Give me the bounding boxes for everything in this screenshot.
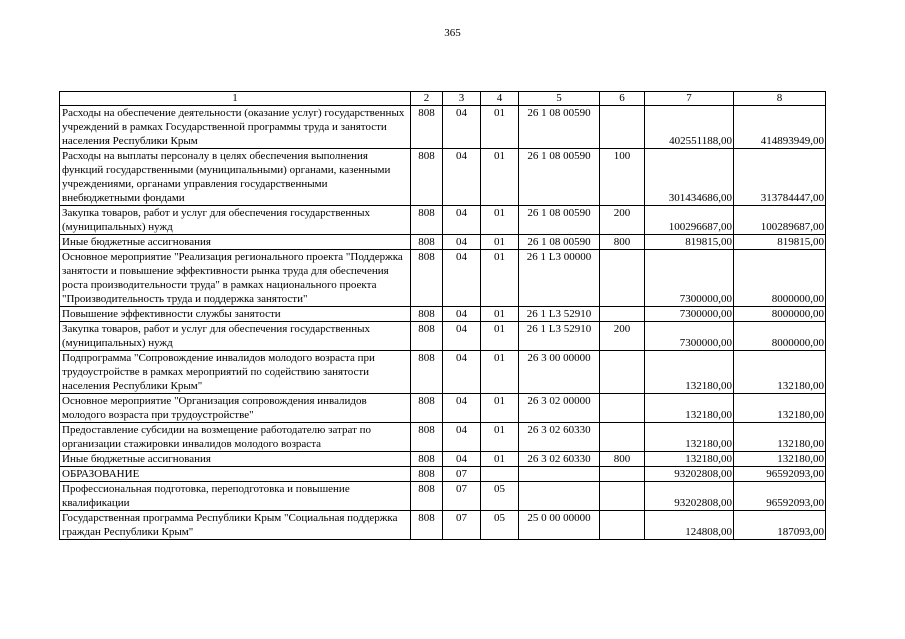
target-article-code: 26 1 L3 52910 — [519, 307, 600, 322]
subsection-code: 01 — [481, 235, 519, 250]
section-code: 04 — [443, 394, 481, 423]
expense-type-code: 800 — [600, 452, 645, 467]
target-article-code: 26 3 02 00000 — [519, 394, 600, 423]
section-code: 07 — [443, 482, 481, 511]
expense-type-code — [600, 511, 645, 540]
column-header: 7 — [645, 92, 734, 106]
column-header: 3 — [443, 92, 481, 106]
amount-year-2: 313784447,00 — [734, 149, 826, 206]
amount-year-2: 132180,00 — [734, 351, 826, 394]
target-article-code — [519, 482, 600, 511]
subsection-code: 01 — [481, 452, 519, 467]
amount-year-1: 100296687,00 — [645, 206, 734, 235]
expense-type-code — [600, 394, 645, 423]
amount-year-2: 414893949,00 — [734, 106, 826, 149]
column-header: 4 — [481, 92, 519, 106]
section-code: 04 — [443, 106, 481, 149]
amount-year-2: 8000000,00 — [734, 250, 826, 307]
section-code: 04 — [443, 423, 481, 452]
target-article-code: 26 3 02 60330 — [519, 423, 600, 452]
column-header: 6 — [600, 92, 645, 106]
table-row — [60, 351, 826, 394]
section-code: 07 — [443, 467, 481, 482]
section-code: 04 — [443, 452, 481, 467]
section-code: 04 — [443, 250, 481, 307]
amount-year-1: 132180,00 — [645, 351, 734, 394]
amount-year-2: 96592093,00 — [734, 482, 826, 511]
ministry-code: 808 — [411, 235, 443, 250]
ministry-code: 808 — [411, 322, 443, 351]
expense-type-code — [600, 351, 645, 394]
amount-year-1: 402551188,00 — [645, 106, 734, 149]
table-row — [60, 482, 826, 511]
expense-type-code: 100 — [600, 149, 645, 206]
target-article-code: 26 1 L3 00000 — [519, 250, 600, 307]
ministry-code: 808 — [411, 423, 443, 452]
row-name: Повышение эффективности службы занятости — [60, 307, 411, 322]
row-name: Иные бюджетные ассигнования — [60, 235, 411, 250]
ministry-code: 808 — [411, 452, 443, 467]
column-header: 2 — [411, 92, 443, 106]
expense-type-code — [600, 482, 645, 511]
subsection-code: 01 — [481, 351, 519, 394]
ministry-code: 808 — [411, 351, 443, 394]
section-code: 04 — [443, 206, 481, 235]
target-article-code: 26 3 00 00000 — [519, 351, 600, 394]
section-code: 07 — [443, 511, 481, 540]
table-row — [60, 511, 826, 540]
table-row — [60, 149, 826, 206]
table-row — [60, 235, 826, 250]
ministry-code: 808 — [411, 206, 443, 235]
header-row — [60, 92, 826, 106]
amount-year-2: 132180,00 — [734, 423, 826, 452]
table-row — [60, 452, 826, 467]
expense-type-code — [600, 423, 645, 452]
amount-year-1: 301434686,00 — [645, 149, 734, 206]
amount-year-1: 124808,00 — [645, 511, 734, 540]
expense-type-code — [600, 467, 645, 482]
subsection-code: 05 — [481, 511, 519, 540]
ministry-code: 808 — [411, 106, 443, 149]
row-name: Закупка товаров, работ и услуг для обеспечения государственных (муниципальных) нужд — [60, 206, 411, 235]
expense-type-code — [600, 250, 645, 307]
amount-year-1: 93202808,00 — [645, 482, 734, 511]
section-code: 04 — [443, 307, 481, 322]
expense-type-code — [600, 307, 645, 322]
target-article-code: 26 1 08 00590 — [519, 149, 600, 206]
table-row — [60, 106, 826, 149]
subsection-code: 01 — [481, 322, 519, 351]
table-row — [60, 322, 826, 351]
amount-year-2: 132180,00 — [734, 452, 826, 467]
row-name: ОБРАЗОВАНИЕ — [60, 467, 411, 482]
amount-year-1: 132180,00 — [645, 394, 734, 423]
subsection-code: 05 — [481, 482, 519, 511]
row-name: Профессиональная подготовка, переподготовка и повышение квалификации — [60, 482, 411, 511]
amount-year-1: 819815,00 — [645, 235, 734, 250]
row-name: Подпрограмма "Сопровождение инвалидов молодого возраста при трудоустройстве в рамках мероприятий по содействию занятости населения Республики Крым" — [60, 351, 411, 394]
row-name: Закупка товаров, работ и услуг для обеспечения государственных (муниципальных) нужд — [60, 322, 411, 351]
amount-year-1: 7300000,00 — [645, 322, 734, 351]
row-name: Основное мероприятие "Организация сопровождения инвалидов молодого возраста при трудоустройстве" — [60, 394, 411, 423]
ministry-code: 808 — [411, 482, 443, 511]
ministry-code: 808 — [411, 307, 443, 322]
ministry-code: 808 — [411, 149, 443, 206]
subsection-code: 01 — [481, 423, 519, 452]
subsection-code — [481, 467, 519, 482]
table-row — [60, 423, 826, 452]
amount-year-2: 96592093,00 — [734, 467, 826, 482]
ministry-code: 808 — [411, 511, 443, 540]
row-name: Иные бюджетные ассигнования — [60, 452, 411, 467]
amount-year-2: 819815,00 — [734, 235, 826, 250]
row-name: Расходы на выплаты персоналу в целях обеспечения выполнения функций государственными (муниципальными) органами, казенными учреждениями, органами управления государственными внебюджетными фондами — [60, 149, 411, 206]
amount-year-1: 7300000,00 — [645, 307, 734, 322]
amount-year-2: 187093,00 — [734, 511, 826, 540]
target-article-code — [519, 467, 600, 482]
row-name: Предоставление субсидии на возмещение работодателю затрат по организации стажировки инвалидов молодого возраста — [60, 423, 411, 452]
row-name: Государственная программа Республики Крым "Социальная поддержка граждан Республики Крым" — [60, 511, 411, 540]
ministry-code: 808 — [411, 394, 443, 423]
amount-year-2: 132180,00 — [734, 394, 826, 423]
subsection-code: 01 — [481, 394, 519, 423]
page-number: 365 — [444, 27, 461, 39]
row-name: Расходы на обеспечение деятельности (оказание услуг) государственных учреждений в рамках Государственной программы труда и занятости населения Республики Крым — [60, 106, 411, 149]
section-code: 04 — [443, 351, 481, 394]
expense-type-code: 200 — [600, 206, 645, 235]
row-name: Основное мероприятие "Реализация регионального проекта "Поддержка занятости и повышение эффективности рынка труда для обеспечения роста производительности труда" в рамках национального проекта "Производительность труда и поддержка занятости" — [60, 250, 411, 307]
budget-table — [59, 91, 826, 540]
section-code: 04 — [443, 322, 481, 351]
target-article-code: 26 1 08 00590 — [519, 235, 600, 250]
section-code: 04 — [443, 149, 481, 206]
table-row — [60, 467, 826, 482]
table-row — [60, 394, 826, 423]
subsection-code: 01 — [481, 206, 519, 235]
subsection-code: 01 — [481, 106, 519, 149]
expense-type-code — [600, 106, 645, 149]
ministry-code: 808 — [411, 467, 443, 482]
section-code: 04 — [443, 235, 481, 250]
amount-year-1: 93202808,00 — [645, 467, 734, 482]
column-header: 5 — [519, 92, 600, 106]
table-row — [60, 250, 826, 307]
subsection-code: 01 — [481, 149, 519, 206]
column-header: 8 — [734, 92, 826, 106]
target-article-code: 26 3 02 60330 — [519, 452, 600, 467]
subsection-code: 01 — [481, 250, 519, 307]
table-row — [60, 307, 826, 322]
target-article-code: 26 1 L3 52910 — [519, 322, 600, 351]
target-article-code: 26 1 08 00590 — [519, 106, 600, 149]
amount-year-2: 8000000,00 — [734, 307, 826, 322]
amount-year-1: 132180,00 — [645, 423, 734, 452]
ministry-code: 808 — [411, 250, 443, 307]
column-header: 1 — [60, 92, 411, 106]
amount-year-2: 8000000,00 — [734, 322, 826, 351]
subsection-code: 01 — [481, 307, 519, 322]
expense-type-code: 200 — [600, 322, 645, 351]
expense-type-code: 800 — [600, 235, 645, 250]
amount-year-1: 132180,00 — [645, 452, 734, 467]
target-article-code: 25 0 00 00000 — [519, 511, 600, 540]
table-row — [60, 206, 826, 235]
amount-year-2: 100289687,00 — [734, 206, 826, 235]
amount-year-1: 7300000,00 — [645, 250, 734, 307]
target-article-code: 26 1 08 00590 — [519, 206, 600, 235]
